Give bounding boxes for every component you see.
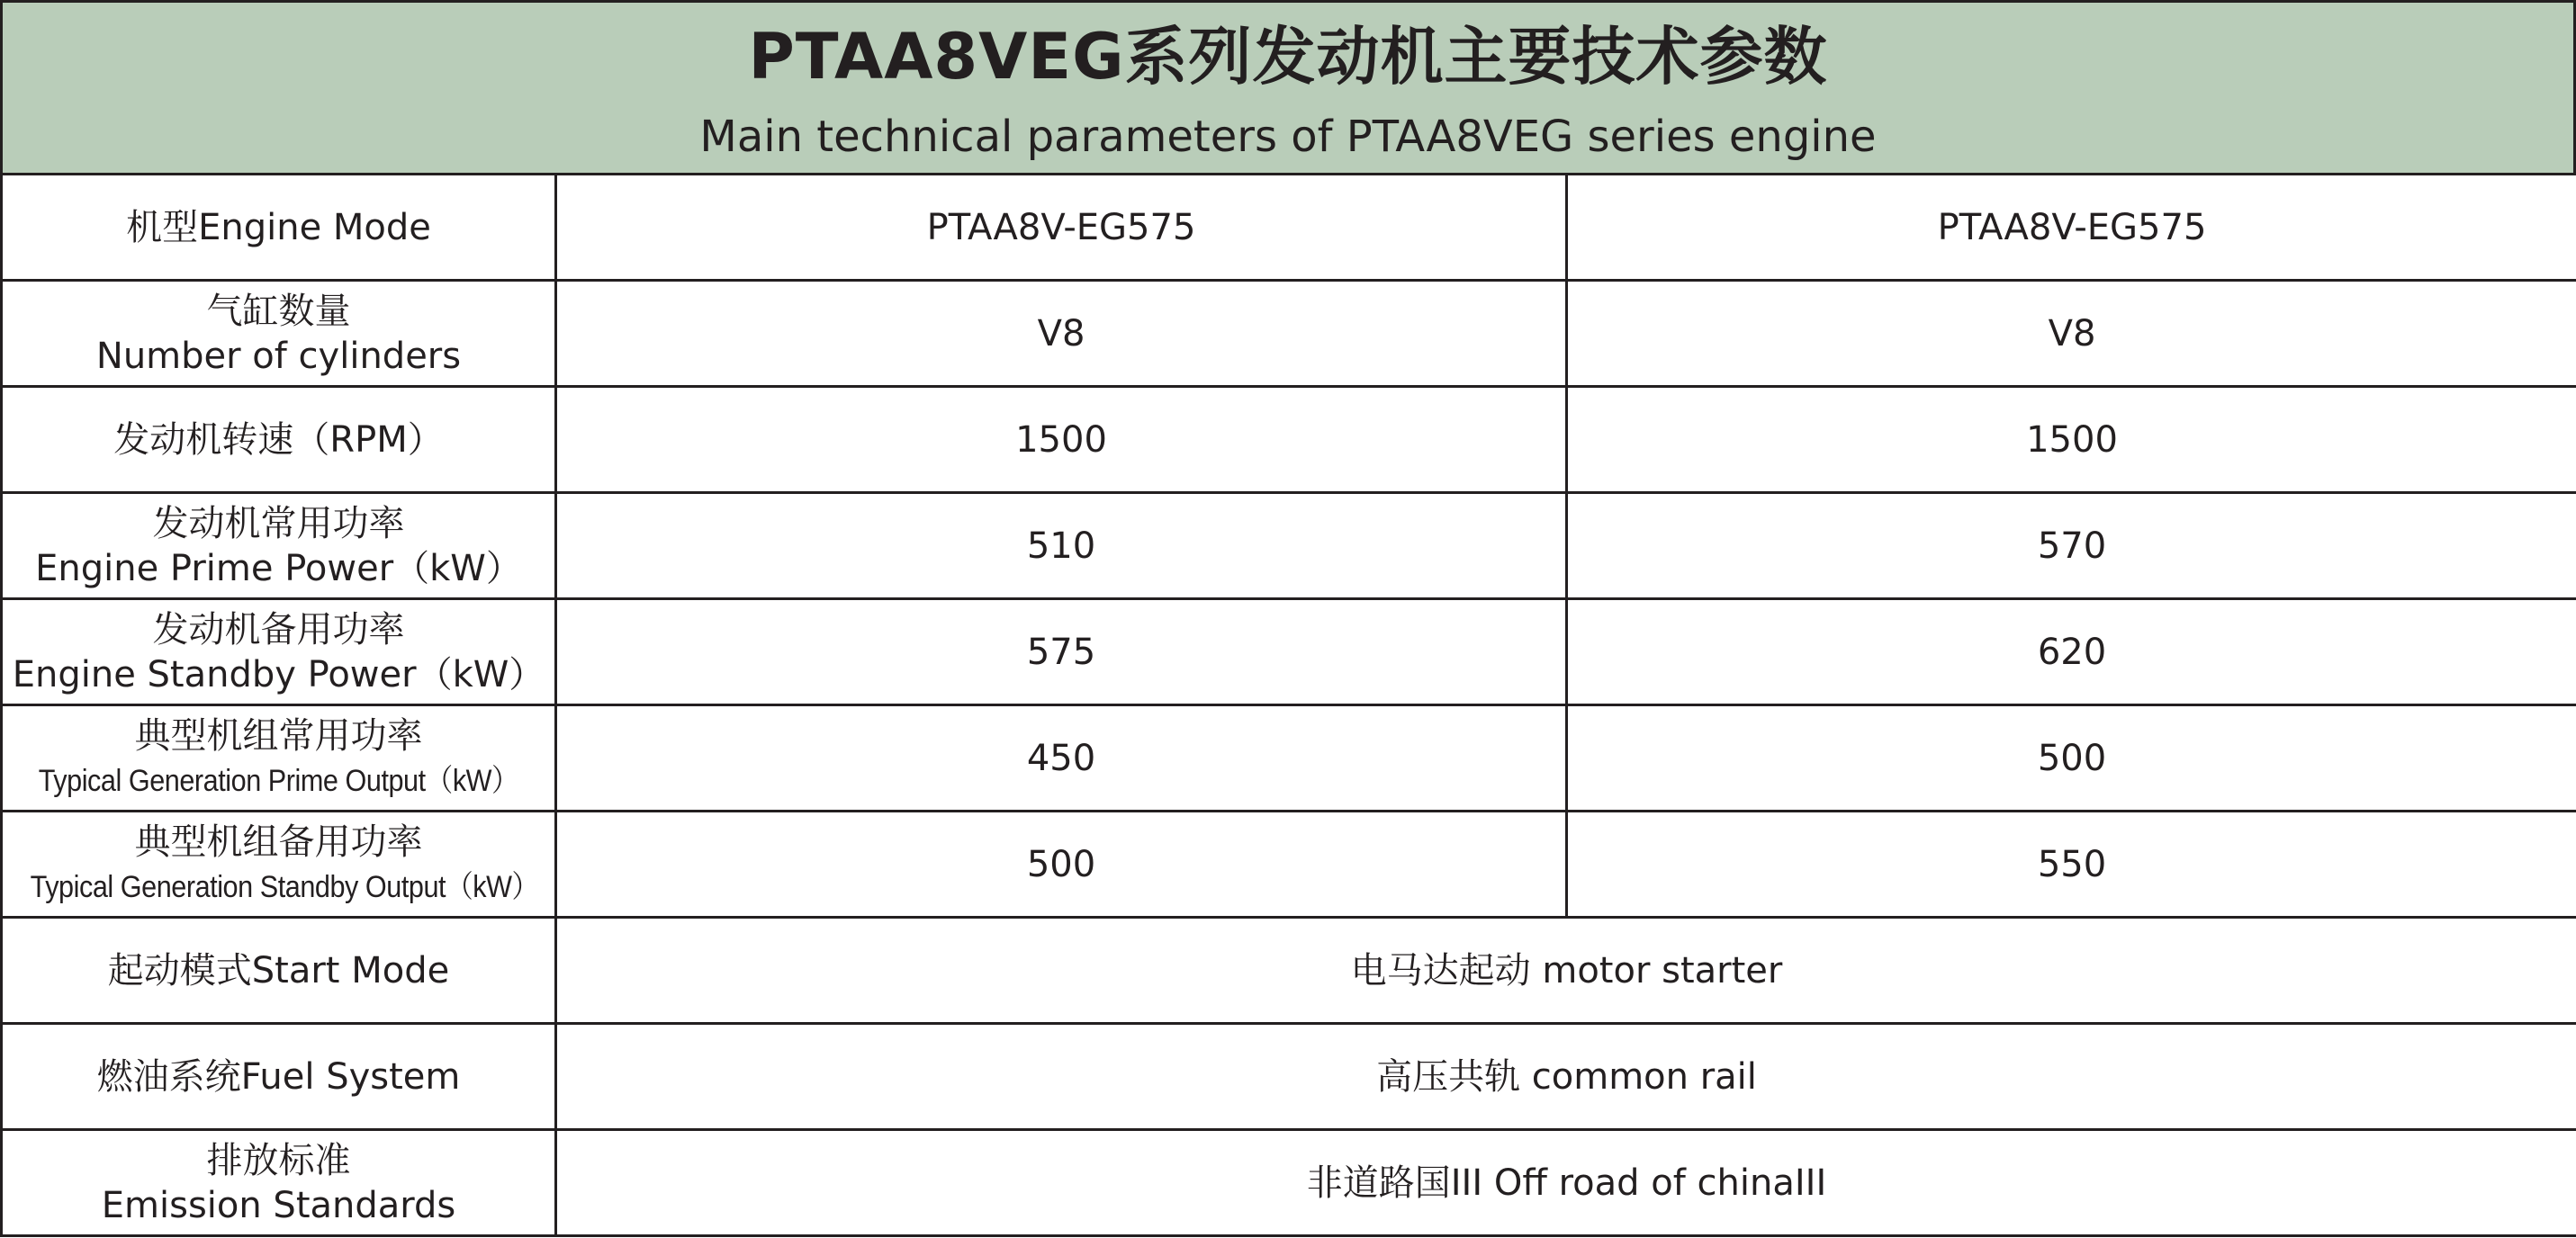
cell-value: 550 (2037, 843, 2107, 885)
row-label (2, 599, 556, 705)
table-row-cylinders (2, 281, 2576, 387)
table-row-fuel-system (2, 1024, 2576, 1130)
row-label-cn: 典型机组备用功率 (134, 821, 423, 863)
row-label-text: 燃油系统Fuel System (96, 1055, 461, 1098)
page-subtitle: Main technical parameters of PTAA8VEG series engine (699, 112, 1877, 162)
table-cell (1567, 281, 2576, 387)
cell-value: 电马达起动 motor starter (1350, 949, 1783, 991)
cell-value: PTAA8V-EG575 (1937, 206, 2207, 248)
row-label (2, 493, 556, 599)
cell-value: 高压共轨 common rail (1376, 1055, 1757, 1098)
row-label (2, 281, 556, 387)
table-cell (1567, 705, 2576, 812)
table-cell (556, 281, 1567, 387)
table-cell (1567, 599, 2576, 705)
cell-value: 510 (1026, 525, 1096, 567)
cell-value: 1500 (1015, 418, 1107, 461)
row-label (2, 918, 556, 1024)
table-cell-merged (556, 918, 2576, 1024)
row-label-en: Emission Standards (101, 1184, 456, 1226)
cell-value: 575 (1026, 631, 1096, 673)
spec-table (0, 173, 2576, 1237)
row-label-text: 发动机转速（RPM） (113, 418, 444, 461)
row-label-cn: 发动机备用功率 (152, 608, 405, 650)
row-label-text: 机型Engine Mode (126, 206, 431, 248)
table-cell (556, 812, 1567, 918)
table-row-standby-power (2, 599, 2576, 705)
table-cell (556, 705, 1567, 812)
table-row-gen-prime-output (2, 705, 2576, 812)
table-row-emission (2, 1130, 2576, 1236)
table-row-prime-power (2, 493, 2576, 599)
table-row-rpm (2, 387, 2576, 493)
page-title: PTAA8VEG系列发动机主要技术参数 (748, 20, 1828, 94)
table-cell-merged (556, 1130, 2576, 1236)
row-label-en: Engine Prime Power（kW） (35, 547, 522, 589)
table-cell (556, 493, 1567, 599)
cell-value: 450 (1026, 737, 1096, 779)
table-cell (556, 599, 1567, 705)
row-label (2, 1130, 556, 1236)
row-label-text: 起动模式Start Mode (107, 949, 450, 991)
table-cell (1567, 387, 2576, 493)
cell-value: 1500 (2026, 418, 2118, 461)
row-label-cn: 发动机常用功率 (152, 502, 405, 544)
table-cell (1567, 493, 2576, 599)
row-label-en: Engine Standby Power（kW） (12, 653, 545, 695)
cell-value: V8 (1037, 312, 1085, 354)
cell-value: 570 (2037, 525, 2107, 567)
row-label-cn: 气缸数量 (206, 290, 351, 332)
table-cell (1567, 175, 2576, 281)
row-label-cn: 排放标准 (206, 1139, 351, 1181)
cell-value: 500 (2037, 737, 2107, 779)
table-cell (1567, 812, 2576, 918)
row-label-cn: 典型机组常用功率 (134, 714, 423, 757)
row-label-en: Typical Generation Prime Output（kW） (38, 763, 519, 798)
cell-value: V8 (2048, 312, 2096, 354)
row-label (2, 812, 556, 918)
table-row-gen-standby-output (2, 812, 2576, 918)
table-row-engine-mode (2, 175, 2576, 281)
cell-value: 非道路国III Off road of chinaIII (1306, 1162, 1827, 1204)
row-label (2, 387, 556, 493)
table-cell (556, 175, 1567, 281)
row-label-en: Typical Generation Standby Output（kW） (30, 869, 539, 904)
cell-value: 620 (2037, 631, 2107, 673)
row-label (2, 1024, 556, 1130)
table-row-start-mode (2, 918, 2576, 1024)
cell-value: PTAA8V-EG575 (926, 206, 1196, 248)
row-label (2, 175, 556, 281)
table-cell (556, 387, 1567, 493)
row-label-en: Number of cylinders (95, 335, 462, 377)
row-label (2, 705, 556, 812)
cell-value: 500 (1026, 843, 1096, 885)
table-cell-merged (556, 1024, 2576, 1130)
header-banner (0, 0, 2576, 175)
